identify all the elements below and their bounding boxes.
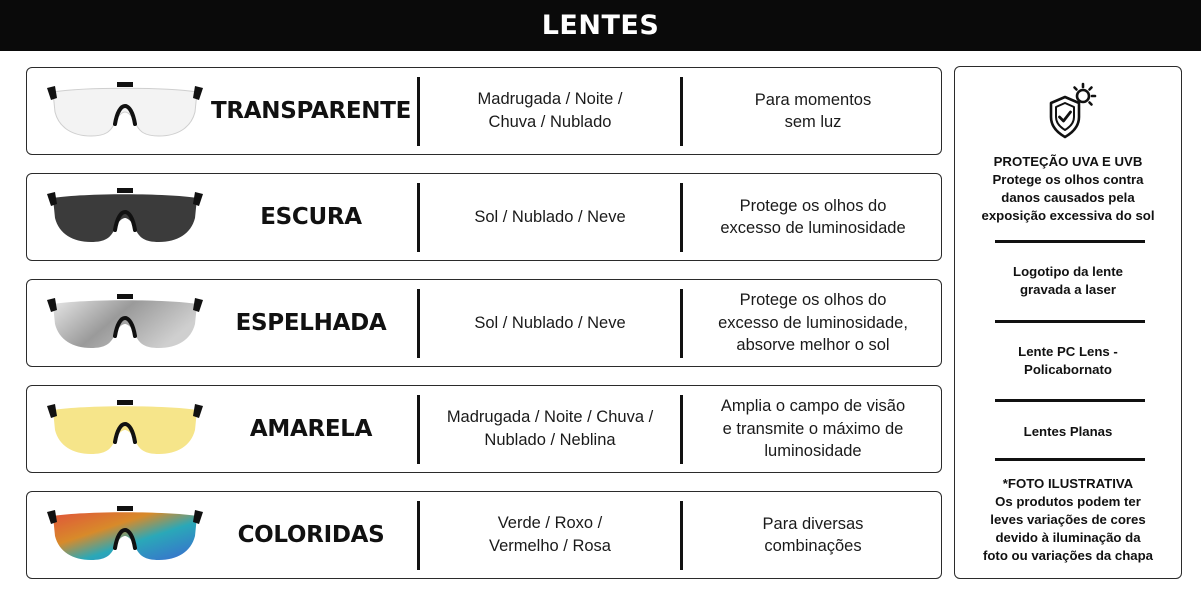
lens-row-espelhada (26, 279, 942, 367)
frame-top (117, 82, 133, 87)
frame-hinge (193, 86, 203, 100)
lens-name: ESCURA (260, 204, 362, 230)
divider (995, 458, 1145, 461)
protection-title: PROTEÇÃO UVA E UVB (993, 154, 1143, 169)
frame-top (117, 400, 133, 405)
laser-logo-text: Logotipo da lente gravada a laser (1013, 264, 1123, 297)
lens-shield (53, 194, 197, 242)
lens-description: Amplia o campo de visão e transmite o máximo de luminosidade (720, 397, 906, 461)
illustrative-photo-title: *FOTO ILUSTRATIVA (1002, 476, 1134, 491)
lens-usage: Sol / Nublado / Neve (474, 313, 626, 332)
frame-hinge (47, 192, 57, 206)
column-divider (417, 183, 420, 252)
lens-material-text: Lente PC Lens - Policabornato (1018, 344, 1118, 377)
divider (995, 240, 1145, 243)
frame-top (117, 294, 133, 299)
uv-protection-shield-icon (1039, 81, 1101, 141)
divider (995, 399, 1145, 402)
lens-row-coloridas (26, 491, 942, 579)
frame-top (117, 506, 133, 511)
frame-hinge (193, 192, 203, 206)
lens-name: AMARELA (249, 416, 373, 442)
frame-hinge (193, 298, 203, 312)
features-panel (954, 66, 1182, 579)
column-divider (417, 77, 420, 146)
lens-shield (53, 512, 197, 560)
lens-shield (53, 88, 197, 136)
page-title: LENTES (541, 10, 660, 41)
protection-text: Protege os olhos contra danos causados pela exposição excessiva do sol (981, 172, 1155, 223)
lens-name: COLORIDAS (237, 522, 385, 548)
mirrored-lens-glasses-icon (45, 290, 205, 356)
illustrative-photo-text: Os produtos podem ter leves variações de cores devido à iluminação da foto ou variações da chapa (982, 494, 1154, 563)
column-divider (417, 395, 420, 464)
lens-usage: Madrugada / Noite / Chuva / Nublado (477, 90, 623, 131)
column-divider (417, 289, 420, 358)
frame-hinge (47, 298, 57, 312)
yellow-lens-glasses-icon (45, 396, 205, 462)
lens-description: Para diversas combinações (762, 514, 864, 555)
frame-top (117, 188, 133, 193)
column-divider (417, 501, 420, 570)
column-divider (680, 77, 683, 146)
frame-hinge (193, 510, 203, 524)
lens-description: Para momentos sem luz (754, 90, 872, 131)
column-divider (680, 501, 683, 570)
colored-lens-glasses-icon (45, 502, 205, 568)
column-divider (680, 183, 683, 252)
column-divider (680, 395, 683, 464)
lens-shield (53, 300, 197, 348)
lens-row-transparente (26, 67, 942, 155)
header-bar (0, 0, 1201, 51)
dark-lens-glasses-icon (45, 184, 205, 250)
lens-usage: Verde / Roxo / Vermelho / Rosa (489, 514, 611, 555)
lens-row-escura (26, 173, 942, 261)
lens-name: ESPELHADA (235, 310, 387, 336)
lens-row-amarela (26, 385, 942, 473)
lens-name: TRANSPARENTE (210, 98, 412, 124)
lens-description: Protege os olhos do excesso de luminosidade, absorve melhor o sol (718, 291, 908, 355)
lens-usage: Madrugada / Noite / Chuva / Nublado / Neblina (446, 408, 654, 449)
column-divider (680, 289, 683, 358)
lens-shield (53, 406, 197, 454)
flat-lenses-text: Lentes Planas (1023, 424, 1113, 439)
clear-lens-glasses-icon (45, 78, 205, 144)
frame-hinge (47, 510, 57, 524)
frame-hinge (193, 404, 203, 418)
divider (995, 320, 1145, 323)
frame-hinge (47, 86, 57, 100)
lens-usage: Sol / Nublado / Neve (474, 207, 626, 226)
frame-hinge (47, 404, 57, 418)
lens-description: Protege os olhos do excesso de luminosidade (720, 196, 906, 237)
